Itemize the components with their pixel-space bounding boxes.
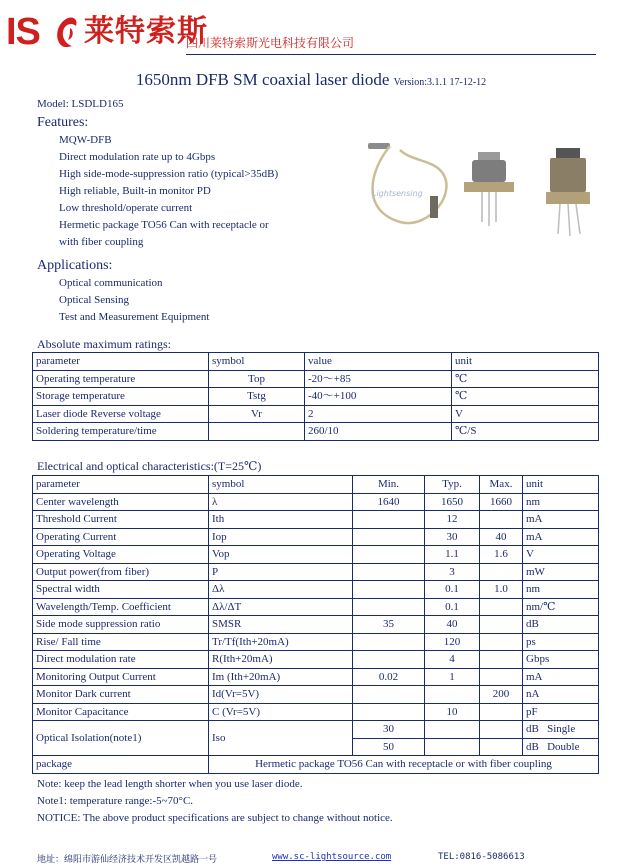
unit-cell: mA xyxy=(523,668,599,686)
unit-cell: pF xyxy=(523,703,599,721)
min-cell xyxy=(353,598,425,616)
unit-cell: dB Single xyxy=(523,721,599,739)
max-cell xyxy=(480,616,523,634)
param-cell: Laser diode Reverse voltage xyxy=(33,405,209,423)
image-watermark: Lightsensing xyxy=(372,189,423,198)
table-row xyxy=(33,633,599,651)
param-cell: Wavelength/Temp. Coefficient xyxy=(33,598,209,616)
param-cell: Monitor Capacitance xyxy=(33,703,209,721)
min-cell xyxy=(353,686,425,704)
param-cell: Operating temperature xyxy=(33,370,209,388)
fiber-connector xyxy=(368,143,390,149)
unit-cell: mA xyxy=(523,511,599,529)
table-row xyxy=(33,511,599,529)
electrical-rows xyxy=(33,493,599,721)
param-cell: Output power(from fiber) xyxy=(33,563,209,581)
symbol-cell: SMSR xyxy=(209,616,353,634)
header-cell: value xyxy=(305,353,452,371)
param-cell: Center wavelength xyxy=(33,493,209,511)
max-cell xyxy=(480,703,523,721)
feature-item: MQW-DFB xyxy=(59,134,112,146)
package-cell: Hermetic package TO56 Can with receptacle or with fiber coupling xyxy=(209,756,599,774)
table-row xyxy=(33,598,599,616)
unit-cell: dB xyxy=(523,616,599,634)
param-cell: Spectral width xyxy=(33,581,209,599)
param-cell: Monitoring Output Current xyxy=(33,668,209,686)
table-row xyxy=(33,581,599,599)
table-row xyxy=(33,703,599,721)
max-cell xyxy=(480,598,523,616)
min-cell xyxy=(353,511,425,529)
typ-cell: 120 xyxy=(425,633,480,651)
max-cell: 1660 xyxy=(480,493,523,511)
symbol-cell: Vop xyxy=(209,546,353,564)
header-cell: unit xyxy=(523,476,599,494)
typ-cell: 4 xyxy=(425,651,480,669)
symbol-cell: Iop xyxy=(209,528,353,546)
param-cell: Rise/ Fall time xyxy=(33,633,209,651)
symbol-cell: Iso xyxy=(209,721,353,756)
param-cell: Optical Isolation(note1) xyxy=(33,721,209,756)
unit-cell: V xyxy=(452,405,599,423)
symbol-cell: Id(Vr=5V) xyxy=(209,686,353,704)
logo-chinese: 莱特索斯 xyxy=(84,14,208,49)
package-row xyxy=(33,756,599,774)
header-cell: parameter xyxy=(33,353,209,371)
symbol-cell: Δλ/ΔT xyxy=(209,598,353,616)
typ-cell: 3 xyxy=(425,563,480,581)
unit-cell: ps xyxy=(523,633,599,651)
header-cell: unit xyxy=(452,353,599,371)
table-row xyxy=(33,493,599,511)
min-cell: 50 xyxy=(353,738,425,756)
typ-cell: 1.1 xyxy=(425,546,480,564)
unit-cell: V xyxy=(523,546,599,564)
param-cell: package xyxy=(33,756,209,774)
unit-cell: ℃/S xyxy=(452,423,599,441)
typ-cell: 10 xyxy=(425,703,480,721)
symbol-cell: P xyxy=(209,563,353,581)
header-cell: symbol xyxy=(209,353,305,371)
note-temperature: Note1: temperature range:-5~70°C. xyxy=(37,795,194,807)
isolation-row xyxy=(33,721,599,739)
min-cell xyxy=(353,528,425,546)
electrical-heading: Electrical and optical characteristics:(T=25℃) xyxy=(37,459,262,473)
table-row xyxy=(33,423,599,441)
typ-cell xyxy=(425,686,480,704)
unit-cell: dB Double xyxy=(523,738,599,756)
max-cell xyxy=(480,563,523,581)
symbol-cell: Vr xyxy=(209,405,305,423)
footer-website-link[interactable]: www.sc-lightsource.com xyxy=(272,852,392,862)
receptacle-body xyxy=(472,160,506,182)
unit-cell: ℃ xyxy=(452,370,599,388)
max-cell xyxy=(480,738,523,756)
electrical-header-row xyxy=(33,476,599,494)
min-cell: 0.02 xyxy=(353,668,425,686)
abs-max-table xyxy=(32,352,599,441)
abs-max-heading: Absolute maximum ratings: xyxy=(37,337,171,351)
min-cell: 35 xyxy=(353,616,425,634)
table-row xyxy=(33,668,599,686)
note-lead-length: Note: keep the lead length shorter when you use laser diode. xyxy=(37,778,303,790)
title-version: Version:3.1.1 17-12-12 xyxy=(393,77,487,88)
application-item: Test and Measurement Equipment xyxy=(59,311,210,323)
features-heading: Features: xyxy=(37,115,89,130)
title-main: 1650nm DFB SM coaxial laser diode xyxy=(135,70,390,89)
value-cell: -40～+100 xyxy=(305,388,452,406)
application-item: Optical Sensing xyxy=(59,294,129,306)
header-rule xyxy=(186,54,596,55)
symbol-cell: R(Ith+20mA) xyxy=(209,651,353,669)
typ-cell: 12 xyxy=(425,511,480,529)
table-row xyxy=(33,370,599,388)
typ-cell xyxy=(425,738,480,756)
unit-cell: mW xyxy=(523,563,599,581)
module-body xyxy=(550,158,586,192)
table-row xyxy=(33,528,599,546)
feature-item: Low threshold/operate current xyxy=(59,202,193,214)
typ-cell: 1 xyxy=(425,668,480,686)
logo-swirl-icon xyxy=(54,14,80,50)
max-cell: 40 xyxy=(480,528,523,546)
applications-heading: Applications: xyxy=(37,258,113,273)
value-cell: -20～+85 xyxy=(305,370,452,388)
table-row xyxy=(33,651,599,669)
typ-cell: 40 xyxy=(425,616,480,634)
param-cell: Threshold Current xyxy=(33,511,209,529)
max-cell: 1.6 xyxy=(480,546,523,564)
min-cell xyxy=(353,546,425,564)
typ-cell xyxy=(425,721,480,739)
table-row xyxy=(33,563,599,581)
receptacle-top xyxy=(478,152,500,160)
table-row xyxy=(33,405,599,423)
symbol-cell: Δλ xyxy=(209,581,353,599)
product-photo xyxy=(360,130,610,250)
company-name: 四川莱特索斯光电科技有限公司 xyxy=(186,36,355,50)
abs-max-header-row xyxy=(33,353,599,371)
applications-list xyxy=(59,275,209,326)
unit-cell: nm/℃ xyxy=(523,598,599,616)
symbol-cell: C (Vr=5V) xyxy=(209,703,353,721)
table-row xyxy=(33,686,599,704)
symbol-cell: λ xyxy=(209,493,353,511)
max-cell: 200 xyxy=(480,686,523,704)
value-cell: 2 xyxy=(305,405,452,423)
max-cell xyxy=(480,511,523,529)
min-cell xyxy=(353,581,425,599)
unit-cell: nm xyxy=(523,581,599,599)
footer-tel: TEL:0816-5086613 xyxy=(438,852,525,862)
page-title xyxy=(0,70,622,90)
max-cell xyxy=(480,721,523,739)
max-cell xyxy=(480,668,523,686)
symbol-cell: Top xyxy=(209,370,305,388)
min-cell xyxy=(353,703,425,721)
unit-cell: Gbps xyxy=(523,651,599,669)
typ-cell: 30 xyxy=(425,528,480,546)
features-list xyxy=(59,132,278,251)
receptacle-flange xyxy=(464,182,514,192)
unit-cell: nA xyxy=(523,686,599,704)
param-cell: Monitor Dark current xyxy=(33,686,209,704)
max-cell xyxy=(480,651,523,669)
min-cell: 30 xyxy=(353,721,425,739)
param-cell: Operating Current xyxy=(33,528,209,546)
unit-cell: nm xyxy=(523,493,599,511)
feature-item: High reliable, Built-in monitor PD xyxy=(59,185,211,197)
header-cell: parameter xyxy=(33,476,209,494)
value-cell: 260/10 xyxy=(305,423,452,441)
laser-can-small xyxy=(430,196,438,218)
symbol-cell xyxy=(209,423,305,441)
model-number: Model: LSDLD165 xyxy=(37,98,124,110)
param-cell: Soldering temperature/time xyxy=(33,423,209,441)
typ-cell: 0.1 xyxy=(425,598,480,616)
unit-cell: mA xyxy=(523,528,599,546)
feature-item: Direct modulation rate up to 4Gbps xyxy=(59,151,216,163)
typ-cell: 1650 xyxy=(425,493,480,511)
footer-address: 地址：绵阳市游仙经济技术开发区凯越路一号 xyxy=(37,855,218,865)
feature-item: Hermetic package TO56 Can with receptacle or xyxy=(59,219,269,231)
header-cell: Max. xyxy=(480,476,523,494)
min-cell xyxy=(353,633,425,651)
param-cell: Side mode suppression ratio xyxy=(33,616,209,634)
table-row xyxy=(33,546,599,564)
symbol-cell: Im (Ith+20mA) xyxy=(209,668,353,686)
feature-item: High side-mode-suppression ratio (typical>35dB) xyxy=(59,168,279,180)
table-row xyxy=(33,616,599,634)
max-cell xyxy=(480,633,523,651)
application-item: Optical communication xyxy=(59,277,163,289)
min-cell: 1640 xyxy=(353,493,425,511)
module-top xyxy=(556,148,580,158)
header-cell: symbol xyxy=(209,476,353,494)
symbol-cell: Tstg xyxy=(209,388,305,406)
feature-item: with fiber coupling xyxy=(59,236,144,248)
logo-is: IS xyxy=(6,11,40,53)
symbol-cell: Ith xyxy=(209,511,353,529)
min-cell xyxy=(353,563,425,581)
header-cell: Min. xyxy=(353,476,425,494)
typ-cell: 0.1 xyxy=(425,581,480,599)
electrical-table xyxy=(32,475,599,774)
param-cell: Direct modulation rate xyxy=(33,651,209,669)
param-cell: Operating Voltage xyxy=(33,546,209,564)
table-row xyxy=(33,388,599,406)
unit-cell: ℃ xyxy=(452,388,599,406)
symbol-cell: Tr/Tf(Ith+20mA) xyxy=(209,633,353,651)
header-cell: Typ. xyxy=(425,476,480,494)
notice: NOTICE: The above product specifications are subject to change without notice. xyxy=(37,812,393,824)
max-cell: 1.0 xyxy=(480,581,523,599)
param-cell: Storage temperature xyxy=(33,388,209,406)
min-cell xyxy=(353,651,425,669)
